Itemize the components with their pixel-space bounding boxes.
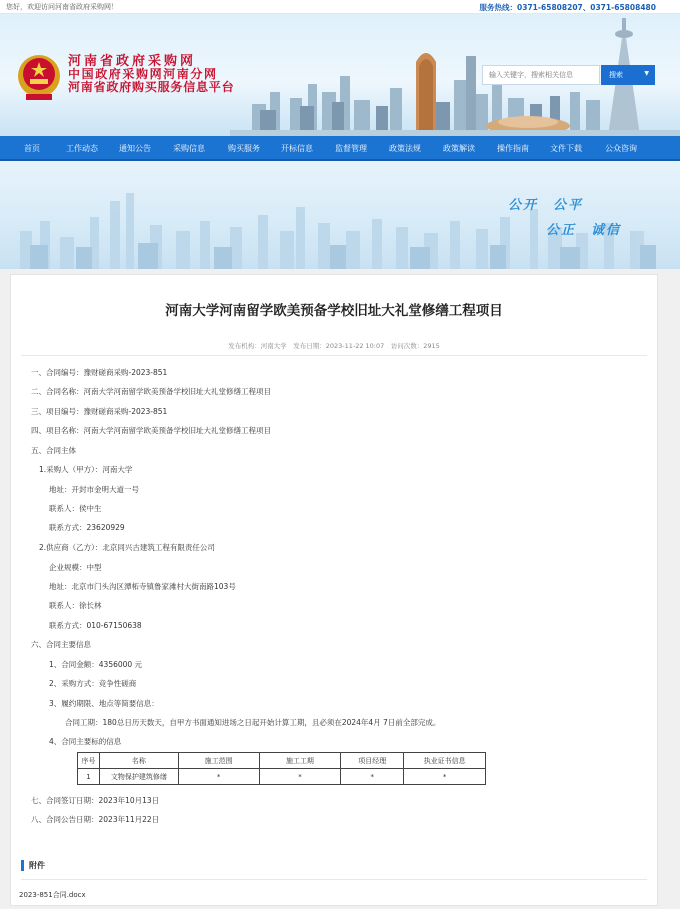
national-emblem-icon bbox=[16, 52, 62, 104]
nav-item-downloads[interactable]: 文件下载 bbox=[550, 144, 582, 153]
nav-item-policy-interpretation[interactable]: 政策解读 bbox=[443, 144, 475, 153]
search-button[interactable] bbox=[601, 65, 655, 85]
site-title-block bbox=[68, 55, 234, 94]
purchaser-address: 地址：开封市金明大道一号 bbox=[49, 485, 139, 494]
supplier: 2.供应商（乙方）：北京同兴古建筑工程有限责任公司 bbox=[39, 543, 215, 552]
construction-period: 合同工期：180总日历天数天，自甲方书面通知进场之日起开始计算工期，且必须在2024年4月 7日前全部完成。 bbox=[65, 718, 441, 727]
table-cell: 文物保护建筑修缮 bbox=[99, 769, 178, 785]
contract-signing-date: 七、合同签订日期：2023年10月13日 bbox=[31, 796, 160, 805]
article-meta: 发布机构：河南大学 发布日期：2023-11-22 10:07 访问次数：2915 bbox=[228, 342, 440, 350]
search-button-label: 搜索 bbox=[609, 71, 623, 79]
table-header-cell: 施工工期 bbox=[259, 753, 341, 769]
attachments-divider bbox=[21, 879, 647, 880]
slogan-line-1: 公开 公平 bbox=[508, 198, 584, 213]
section-contract-info: 六、合同主要信息 bbox=[31, 640, 91, 649]
attachment-heading-marker bbox=[21, 860, 24, 871]
table-row bbox=[78, 769, 486, 785]
nav-item-notices[interactable]: 通知公告 bbox=[119, 144, 151, 153]
table-cell: * bbox=[404, 769, 486, 785]
main-nav bbox=[0, 136, 680, 161]
table-header-cell: 项目经理 bbox=[341, 753, 404, 769]
top-bar bbox=[0, 0, 680, 14]
nav-item-purchase-services[interactable]: 购买服务 bbox=[228, 144, 260, 153]
nav-item-home[interactable]: 首页 bbox=[24, 144, 40, 153]
table-header-cell: 名称 bbox=[99, 753, 178, 769]
project-number: 三、项目编号：豫财磋商采购-2023-851 bbox=[31, 407, 168, 416]
chevron-down-icon[interactable]: ▼ bbox=[644, 70, 649, 77]
site-title-primary: 河南省政府采购网 bbox=[68, 54, 197, 69]
site-title-tertiary: 河南省政府购买服务信息平台 bbox=[68, 80, 235, 94]
nav-item-regulations[interactable]: 政策法规 bbox=[389, 144, 421, 153]
table-header-row bbox=[78, 753, 486, 769]
section-contract-parties: 五、合同主体 bbox=[31, 446, 76, 455]
page-title: 河南大学河南留学欧美预备学校旧址大礼堂修缮工程项目 bbox=[165, 303, 503, 319]
nav-item-procurement-info[interactable]: 采购信息 bbox=[173, 144, 205, 153]
contract-number: 一、合同编号：豫财磋商采购-2023-851 bbox=[31, 368, 168, 377]
table-cell: * bbox=[341, 769, 404, 785]
attachment-file-link[interactable]: 2023-851合同.docx bbox=[19, 891, 86, 899]
service-hotline: 服务热线：0371-65808207、0371-65808480 bbox=[479, 3, 656, 12]
search-input[interactable] bbox=[482, 65, 600, 85]
table-header-cell: 执业证书信息 bbox=[404, 753, 486, 769]
article-panel bbox=[10, 274, 658, 906]
skyline-illustration bbox=[0, 161, 680, 269]
nav-item-work-news[interactable]: 工作动态 bbox=[66, 144, 98, 153]
nav-item-public-inquiry[interactable]: 公众咨询 bbox=[605, 144, 637, 153]
table-cell: * bbox=[259, 769, 341, 785]
site-title-secondary: 中国政府采购网河南分网 bbox=[68, 67, 218, 81]
table-header-cell: 序号 bbox=[78, 753, 100, 769]
supplier-contact: 联系人：徐长林 bbox=[49, 601, 102, 610]
procurement-method: 2、采购方式：竞争性磋商 bbox=[49, 679, 137, 688]
table-cell: 1 bbox=[78, 769, 100, 785]
project-name: 四、项目名称：河南大学河南留学欧美预备学校旧址大礼堂修缮工程项目 bbox=[31, 426, 271, 435]
purchaser-contact: 联系人：侯中生 bbox=[49, 504, 102, 513]
welcome-text: 您好，欢迎访问河南省政府采购网！ bbox=[6, 3, 118, 11]
table-header-cell: 施工范围 bbox=[178, 753, 259, 769]
contract-subject-table bbox=[77, 752, 486, 785]
purchaser: 1.采购人（甲方）：河南大学 bbox=[39, 465, 133, 474]
nav-item-guide[interactable]: 操作指南 bbox=[497, 144, 529, 153]
supplier-address: 地址：北京市门头沟区潭柘寺镇鲁家滩村大街南路103号 bbox=[49, 582, 236, 591]
attachments-heading: 附件 bbox=[29, 861, 45, 870]
supplier-scale: 企业规模：中型 bbox=[49, 563, 102, 572]
nav-item-bid-opening[interactable]: 开标信息 bbox=[281, 144, 313, 153]
hero-banner bbox=[0, 161, 680, 269]
supplier-phone: 联系方式：010-67150638 bbox=[49, 621, 142, 630]
contract-amount: 1、合同金额：4356000 元 bbox=[49, 660, 143, 669]
title-divider bbox=[21, 355, 647, 356]
slogan-line-2: 公正 诚信 bbox=[546, 223, 622, 238]
contract-subject-label: 4、合同主要标的信息 bbox=[49, 737, 122, 746]
site-banner bbox=[0, 14, 680, 136]
purchaser-phone: 联系方式：23620929 bbox=[49, 523, 125, 532]
contract-name: 二、合同名称：河南大学河南留学欧美预备学校旧址大礼堂修缮工程项目 bbox=[31, 387, 271, 396]
table-cell: * bbox=[178, 769, 259, 785]
nav-item-supervision[interactable]: 监督管理 bbox=[335, 144, 367, 153]
contract-announcement-date: 八、合同公告日期：2023年11月22日 bbox=[31, 815, 160, 824]
performance-info-label: 3、履约期限、地点等简要信息： bbox=[49, 699, 159, 708]
